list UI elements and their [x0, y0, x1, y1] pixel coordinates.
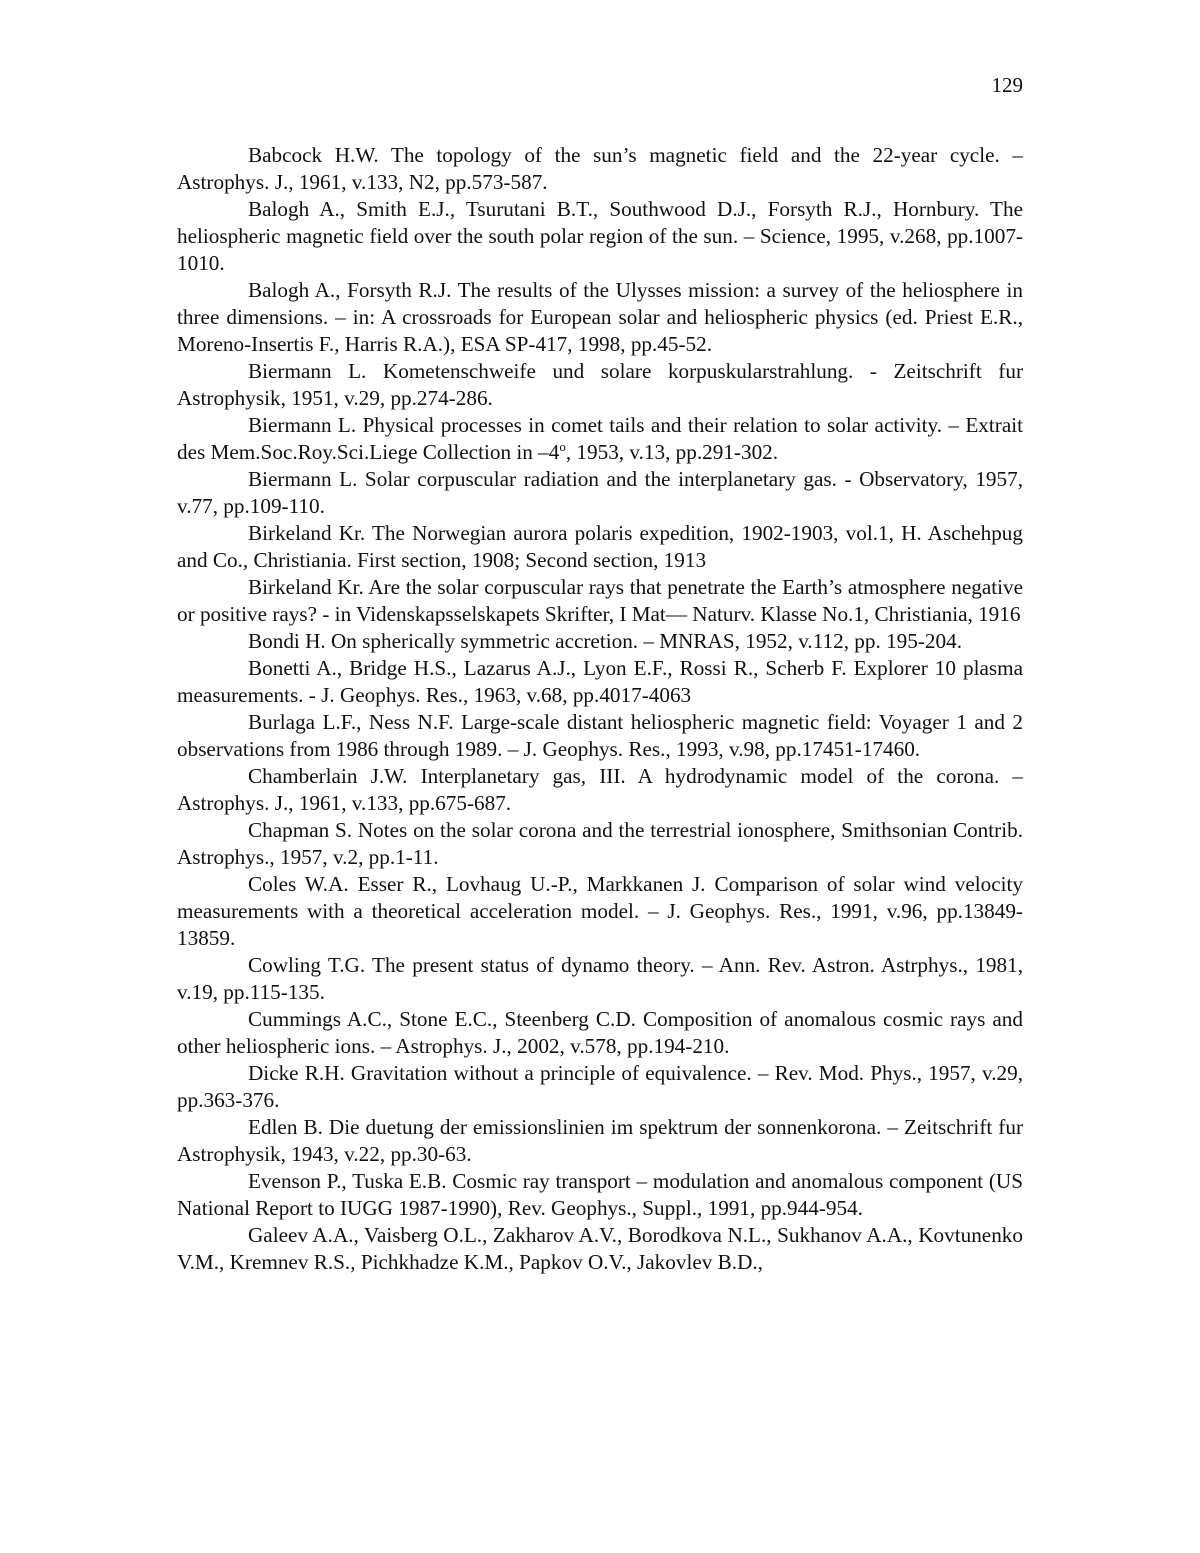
- reference-item: Balogh A., Forsyth R.J. The results of the Ulysses mission: a survey of the heliosphere in three dimensions. – in: A crossroads for European solar and heliospheric physics (ed. Priest E.R., Moreno-Insertis F., Harris R.A.), ESA SP-417, 1998, pp.45-52.: [177, 278, 1023, 356]
- reference-text: Biermann L. Physical processes in comet tails and their relation to solar activity. – Extrait des Mem.Soc.Roy.Sci.Liege Collection in –4: [177, 413, 1023, 464]
- reference-item: Chapman S. Notes on the solar corona and the terrestrial ionosphere, Smithsonian Contrib. Astrophys., 1957, v.2, pp.1-11.: [177, 818, 1023, 869]
- reference-item: Dicke R.H. Gravitation without a principle of equivalence. – Rev. Mod. Phys., 1957, v.29, pp.363-376.: [177, 1061, 1023, 1112]
- page-number: 129: [991, 73, 1023, 97]
- reference-item: Chamberlain J.W. Interplanetary gas, III. A hydrodynamic model of the corona. – Astrophys. J., 1961, v.133, pp.675-687.: [177, 764, 1023, 815]
- reference-item: Bondi H. On spherically symmetric accretion. – MNRAS, 1952, v.112, pp. 195-204.: [248, 629, 963, 653]
- reference-item: Babcock H.W. The topology of the sun’s magnetic field and the 22-year cycle. – Astrophys. J., 1961, v.133, N2, pp.573-587.: [177, 143, 1023, 194]
- reference-item: Coles W.A. Esser R., Lovhaug U.-P., Markkanen J. Comparison of solar wind velocity measurements with a theoretical acceleration model. – J. Geophys. Res., 1991, v.96, pp.13849-13859.: [177, 872, 1023, 950]
- reference-item: [177, 412, 1023, 466]
- reference-item: Balogh A., Smith E.J., Tsurutani B.T., Southwood D.J., Forsyth R.J., Hornbury. The heliospheric magnetic field over the south polar region of the sun. – Science, 1995, v.268, pp.1007-1010.: [177, 197, 1023, 275]
- reference-item: Edlen B. Die duetung der emissionslinien im spektrum der sonnenkorona. – Zeitschrift fur Astrophysik, 1943, v.22, pp.30-63.: [177, 1115, 1023, 1166]
- reference-item: Biermann L. Solar corpuscular radiation and the interplanetary gas. - Observatory, 1957, v.77, pp.109-110.: [177, 467, 1023, 518]
- reference-item: Burlaga L.F., Ness N.F. Large-scale distant heliospheric magnetic field: Voyager 1 and 2 observations from 1986 through 1989. – J. Geophys. Res., 1993, v.98, pp.17451-17460.: [177, 710, 1023, 761]
- reference-item: Evenson P., Tuska E.B. Cosmic ray transport – modulation and anomalous component (US National Report to IUGG 1987-1990), Rev. Geophys., Suppl., 1991, pp.944-954.: [177, 1169, 1023, 1220]
- reference-item: Cowling T.G. The present status of dynamo theory. – Ann. Rev. Astron. Astrphys., 1981, v.19, pp.115-135.: [177, 953, 1023, 1004]
- degree-superscript: o: [559, 438, 566, 454]
- reference-text: , 1953, v.13, pp.291-302.: [565, 440, 779, 464]
- reference-item: Bonetti A., Bridge H.S., Lazarus A.J., Lyon E.F., Rossi R., Scherb F. Explorer 10 plasma measurements. - J. Geophys. Res., 1963, v.68, pp.4017-4063: [177, 656, 1023, 707]
- reference-list: [177, 142, 1023, 1276]
- reference-item: Galeev A.A., Vaisberg O.L., Zakharov A.V., Borodkova N.L., Sukhanov A.A., Kovtunenko V.M., Kremnev R.S., Pichkhadze K.M., Papkov O.V., Jakovlev B.D.,: [177, 1223, 1023, 1274]
- reference-item: Birkeland Kr. The Norwegian aurora polaris expedition, 1902-1903, vol.1, H. Aschehpug and Co., Christiania. First section, 1908; Second section, 1913: [177, 521, 1023, 572]
- reference-item: Cummings A.C., Stone E.C., Steenberg C.D. Composition of anomalous cosmic rays and other heliospheric ions. – Astrophys. J., 2002, v.578, pp.194-210.: [177, 1007, 1023, 1058]
- reference-item: Birkeland Kr. Are the solar corpuscular rays that penetrate the Earth’s atmosphere negative or positive rays? - in Videnskapsselskapets Skrifter, I Mat— Naturv. Klasse No.1, Christiania, 1916: [177, 575, 1023, 626]
- reference-item: Biermann L. Kometenschweife und solare korpuskularstrahlung. - Zeitschrift fur Astrophysik, 1951, v.29, pp.274-286.: [177, 359, 1023, 410]
